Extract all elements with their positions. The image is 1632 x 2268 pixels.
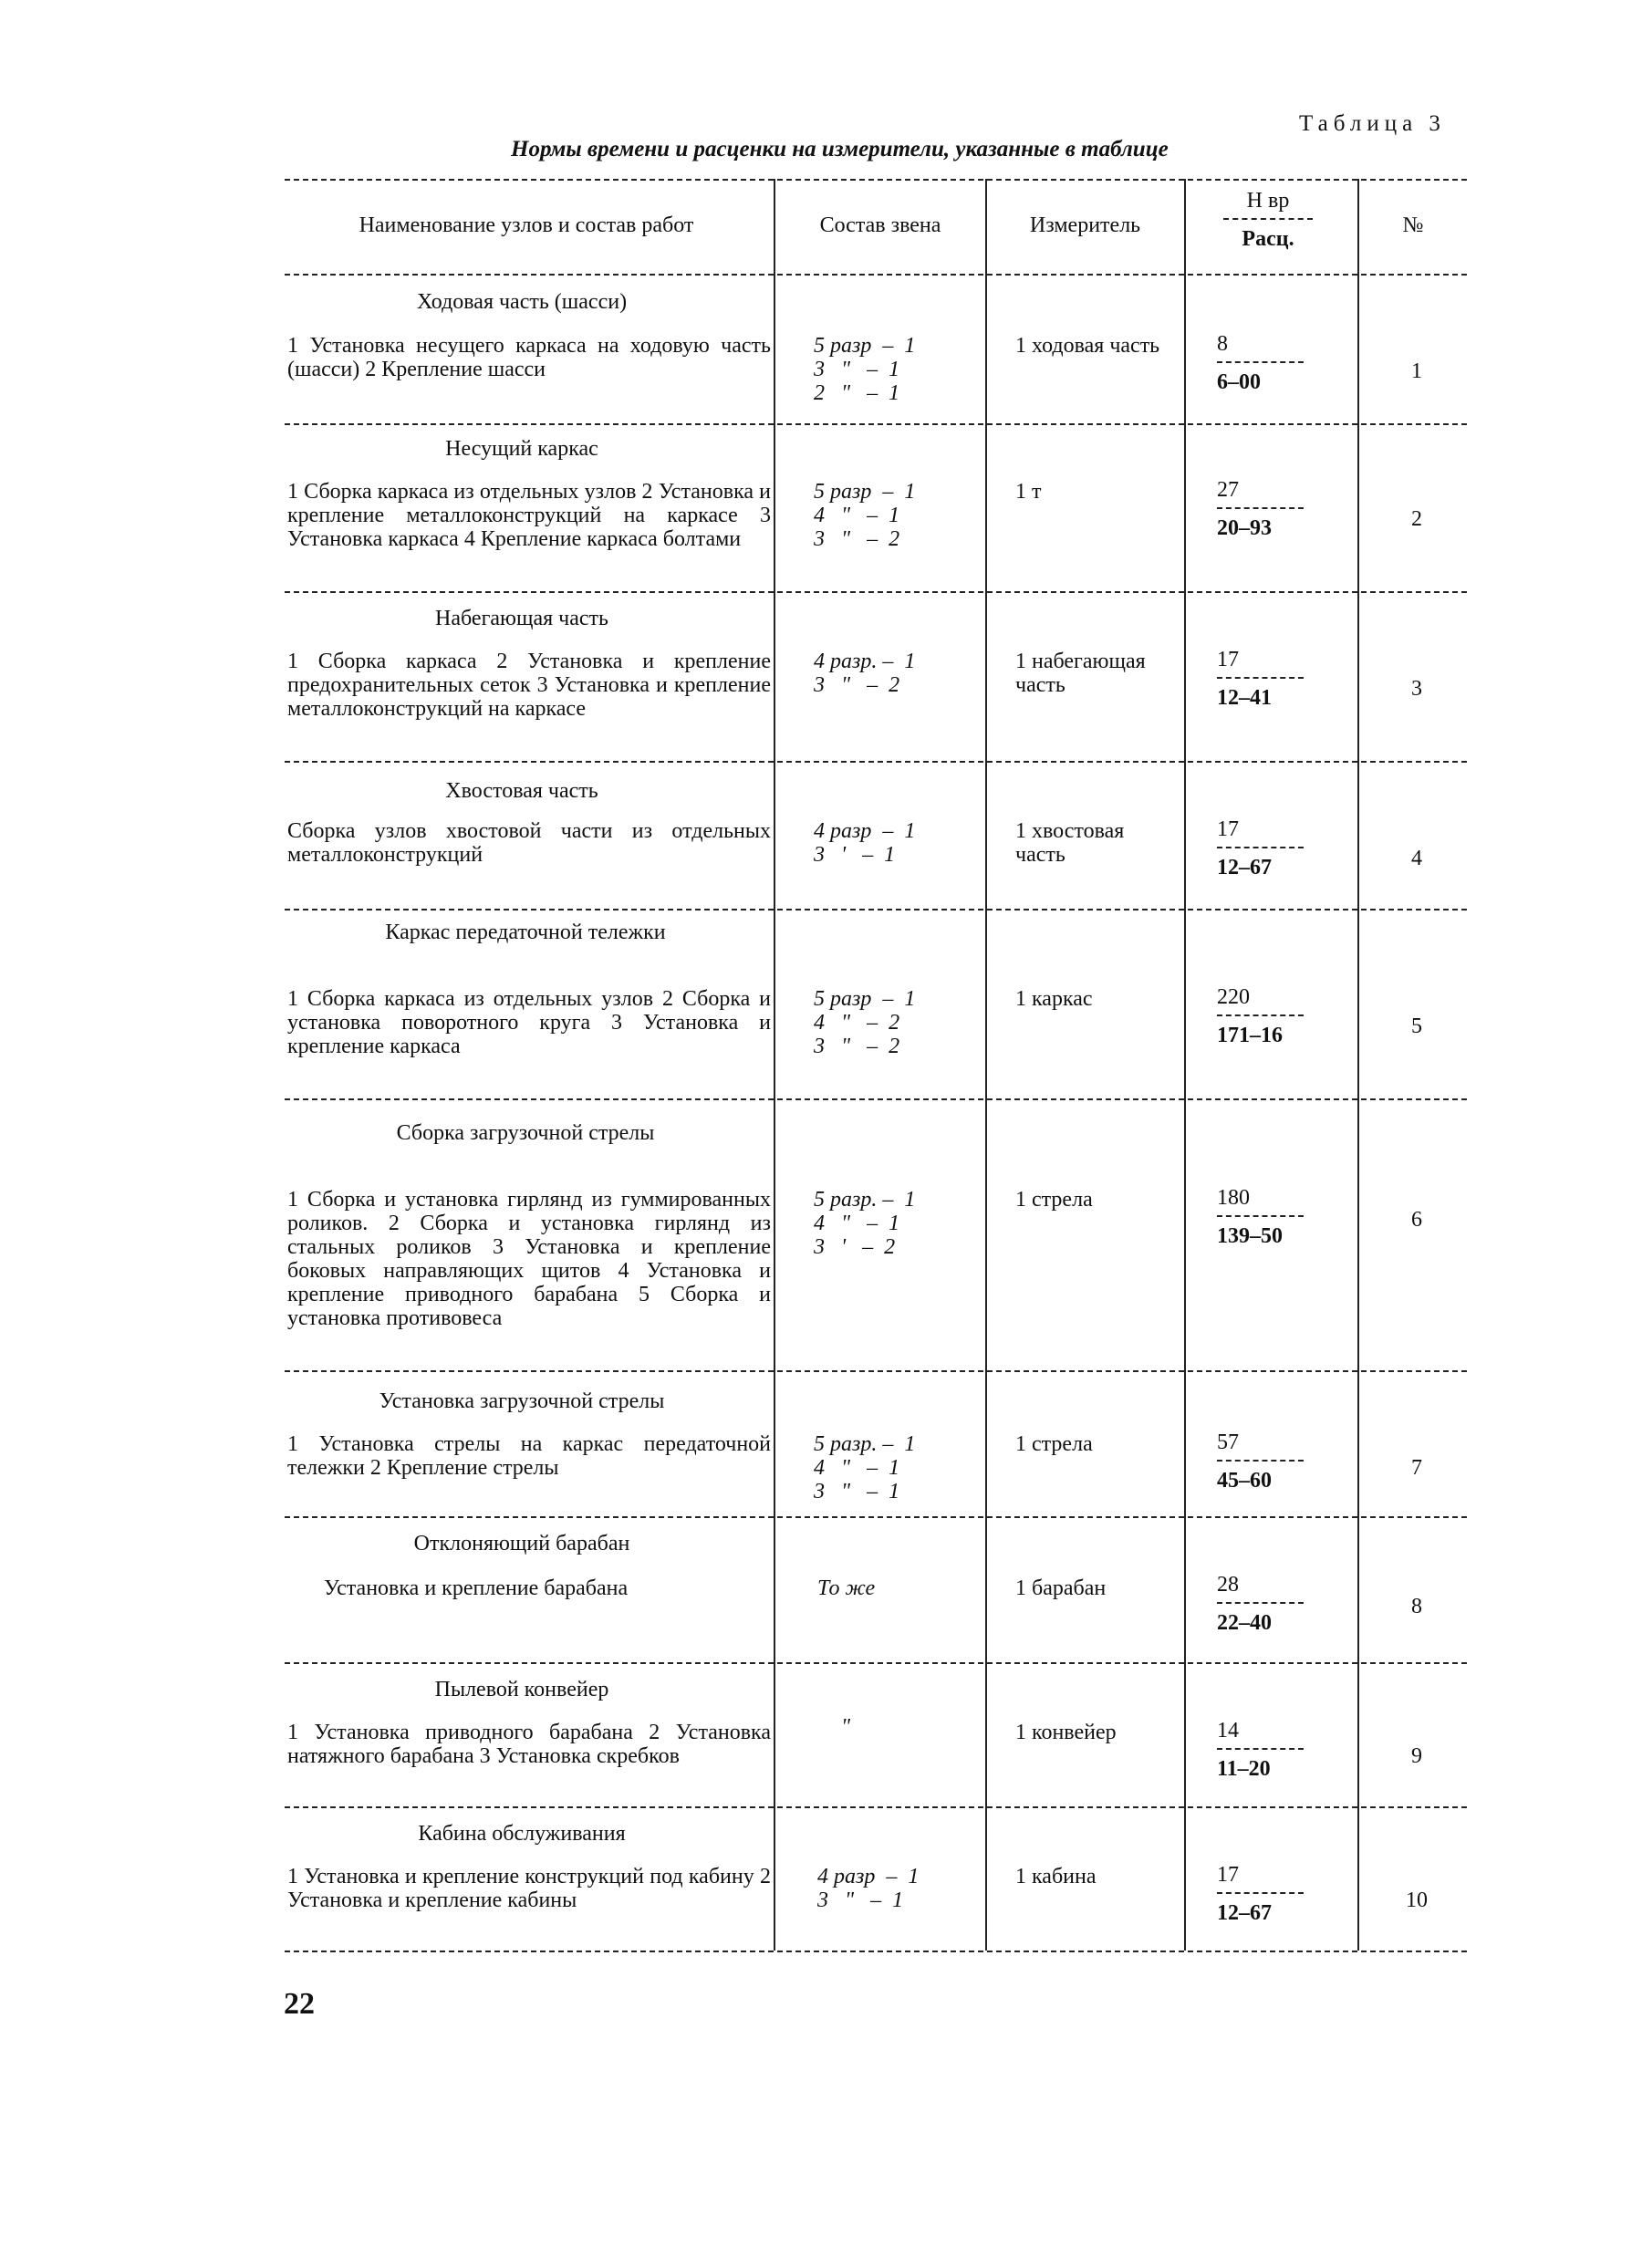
column-rule-2: [985, 179, 987, 1951]
crew-line: 5 разр – 1: [814, 480, 916, 504]
row-rule: [285, 591, 1467, 593]
norm-divider: [1217, 361, 1304, 363]
rate-value: 12–67: [1217, 1901, 1272, 1925]
row-description: 1 Сборка каркаса из отдельных узлов 2 Установка и крепление металлоконструкций на каркасе 3 Установка каркаса 4 Крепление каркаса болтами: [287, 480, 771, 551]
norm-rate: [1217, 816, 1326, 881]
norm-rate: [1217, 1861, 1326, 1927]
norm-rate: [1217, 983, 1326, 1049]
page-number: 22: [284, 1987, 315, 2021]
norm-rate: [1217, 1429, 1326, 1494]
time-norm: 220: [1217, 985, 1250, 1009]
row-title: Каркас передаточной тележки: [385, 921, 666, 944]
row-number: 1: [1411, 359, 1422, 383]
row-rule: [285, 761, 1467, 763]
time-norm: 14: [1217, 1719, 1239, 1743]
row-rule: [285, 1516, 1467, 1518]
row-title: Пылевой конвейер: [434, 1678, 609, 1701]
rate-value: 171–16: [1217, 1024, 1283, 1047]
row-number: 8: [1411, 1595, 1422, 1618]
rate-value: 12–67: [1217, 856, 1272, 879]
column-rule-3: [1184, 179, 1186, 1951]
header-norm-top: Н вр: [1246, 189, 1290, 213]
row-title: Кабина обслуживания: [418, 1822, 626, 1846]
crew-line: То же: [817, 1576, 876, 1600]
crew-line: 5 разр – 1: [814, 987, 916, 1011]
norm-rate: [1217, 476, 1326, 542]
row-number: 4: [1411, 847, 1422, 870]
row-number: 10: [1406, 1888, 1428, 1912]
column-rule-1: [774, 179, 775, 1951]
row-rule: [285, 909, 1467, 910]
rate-value: 22–40: [1217, 1611, 1272, 1635]
crew-line: 4 " – 1: [814, 1456, 900, 1480]
crew-line: 4 " – 2: [814, 1011, 900, 1035]
norm-rate: [1217, 1717, 1326, 1783]
measure-unit: 1 ходовая часть: [1015, 334, 1160, 358]
rate-value: 12–41: [1217, 686, 1272, 710]
row-title: Установка загрузочной стрелы: [379, 1389, 665, 1413]
measure-unit: 1 барабан: [1015, 1576, 1107, 1600]
header-norm: [1195, 187, 1341, 253]
row-title: Отклоняющий барабан: [413, 1532, 630, 1555]
row-title: Хвостовая часть: [445, 779, 598, 803]
rate-value: 45–60: [1217, 1469, 1272, 1493]
crew-line: 3 ' – 1: [814, 843, 896, 867]
header-measure: Измеритель: [1029, 213, 1141, 237]
row-title: Несущий каркас: [445, 437, 598, 461]
row-description: Сборка узлов хвостовой части из отдельных металлоконструкций: [287, 819, 771, 867]
measure-unit: 1 стрела: [1015, 1432, 1093, 1456]
crew-line: 5 разр. – 1: [814, 1188, 916, 1212]
row-description: 1 Сборка и установка гирлянд из гуммированных роликов. 2 Сборка и установка гирлянд из стальных роликов 3 Установка и крепление боковых направляющих щитов 4 Установка и крепление приводного барабана 5 Сборка и установка противовеса: [287, 1188, 771, 1330]
crew-line: 4 " – 1: [814, 1212, 900, 1235]
header-number: №: [1402, 213, 1424, 237]
header-norm-divider: [1223, 218, 1313, 220]
measure-unit: 1 стрела: [1015, 1188, 1093, 1212]
row-number: 6: [1411, 1208, 1422, 1232]
time-norm: 180: [1217, 1186, 1250, 1210]
row-rule: [285, 423, 1467, 425]
time-norm: 27: [1217, 478, 1239, 502]
norm-rate: [1217, 1184, 1326, 1250]
norm-divider: [1217, 507, 1304, 509]
row-rule: [285, 1662, 1467, 1664]
norm-divider: [1217, 1748, 1304, 1750]
row-description: 1 Установка и крепление конструкций под кабину 2 Установка и крепление кабины: [287, 1865, 771, 1912]
header-norm-bottom: Расц.: [1242, 227, 1294, 251]
crew-line: 3 " – 2: [814, 527, 900, 551]
crew-line: 5 разр. – 1: [814, 1432, 916, 1456]
crew-line: 4 разр – 1: [817, 1865, 920, 1888]
row-number: 2: [1411, 507, 1422, 531]
crew-line: 3 ' – 2: [814, 1235, 896, 1259]
crew-line: 3 " – 1: [817, 1888, 904, 1912]
table-top-rule: [285, 179, 1467, 181]
crew-line: 4 разр. – 1: [814, 650, 916, 673]
crew-line: ": [841, 1715, 851, 1739]
row-number: 5: [1411, 1014, 1422, 1038]
norm-rate: [1217, 330, 1326, 396]
norm-divider: [1217, 847, 1304, 848]
measure-unit: 1 каркас: [1015, 987, 1093, 1011]
row-rule: [285, 1098, 1467, 1100]
rate-value: 20–93: [1217, 516, 1272, 540]
norm-divider: [1217, 1892, 1304, 1894]
norm-divider: [1217, 1602, 1304, 1604]
row-title: Набегающая часть: [435, 607, 608, 630]
row-number: 3: [1411, 677, 1422, 701]
header-crew: Состав звена: [819, 213, 941, 237]
norm-divider: [1217, 1215, 1304, 1217]
row-description: 1 Установка несущего каркаса на ходовую часть (шасси) 2 Крепление шасси: [287, 334, 771, 381]
header-bottom-rule: [285, 274, 1467, 276]
rate-value: 139–50: [1217, 1224, 1283, 1248]
row-description: 1 Установка стрелы на каркас передаточной тележки 2 Крепление стрелы: [287, 1432, 771, 1480]
table-bottom-rule: [285, 1951, 1467, 1952]
norm-rate: [1217, 1571, 1326, 1637]
measure-unit: 1 кабина: [1015, 1865, 1097, 1888]
table-label: Таблица 3: [1299, 111, 1446, 136]
measure-unit: 1 т: [1015, 480, 1042, 504]
row-number: 9: [1411, 1744, 1422, 1768]
crew-line: 3 " – 2: [814, 1035, 900, 1058]
column-rule-4: [1357, 179, 1359, 1951]
crew-line: 3 " – 1: [814, 1480, 900, 1503]
norm-divider: [1217, 677, 1304, 679]
time-norm: 8: [1217, 332, 1228, 356]
time-norm: 28: [1217, 1573, 1239, 1597]
norm-divider: [1217, 1014, 1304, 1016]
crew-line: 4 " – 1: [814, 504, 900, 527]
row-description: 1 Установка приводного барабана 2 Установка натяжного барабана 3 Установка скребков: [287, 1721, 771, 1768]
measure-unit: 1 набегающая часть: [1015, 650, 1146, 697]
time-norm: 17: [1217, 1863, 1239, 1887]
rate-value: 6–00: [1217, 370, 1261, 394]
crew-line: 3 " – 2: [814, 673, 900, 697]
norm-divider: [1217, 1460, 1304, 1462]
row-rule: [285, 1370, 1467, 1372]
row-title: Ходовая часть (шасси): [416, 290, 628, 314]
row-rule: [285, 1806, 1467, 1808]
time-norm: 17: [1217, 817, 1239, 841]
time-norm: 57: [1217, 1431, 1239, 1454]
crew-line: 4 разр – 1: [814, 819, 916, 843]
crew-line: 3 " – 1: [814, 358, 900, 381]
row-number: 7: [1411, 1456, 1422, 1480]
rate-value: 11–20: [1217, 1757, 1271, 1781]
row-description: Установка и крепление барабана: [324, 1576, 629, 1600]
document-title: Нормы времени и расценки на измерители, указанные в таблице: [511, 137, 1169, 161]
time-norm: 17: [1217, 648, 1239, 671]
row-title: Сборка загрузочной стрелы: [396, 1121, 655, 1145]
measure-unit: 1 хвостовая часть: [1015, 819, 1125, 867]
row-description: 1 Сборка каркаса из отдельных узлов 2 Сборка и установка поворотного круга 3 Установка и крепление каркаса: [287, 987, 771, 1058]
norm-rate: [1217, 646, 1326, 712]
row-description: 1 Сборка каркаса 2 Установка и крепление предохранительных сеток 3 Установка и крепление металлоконструкций на каркасе: [287, 650, 771, 721]
measure-unit: 1 конвейер: [1015, 1721, 1117, 1744]
crew-line: 2 " – 1: [814, 381, 900, 405]
header-name: Наименование узлов и состав работ: [359, 213, 694, 237]
crew-line: 5 разр – 1: [814, 334, 916, 358]
